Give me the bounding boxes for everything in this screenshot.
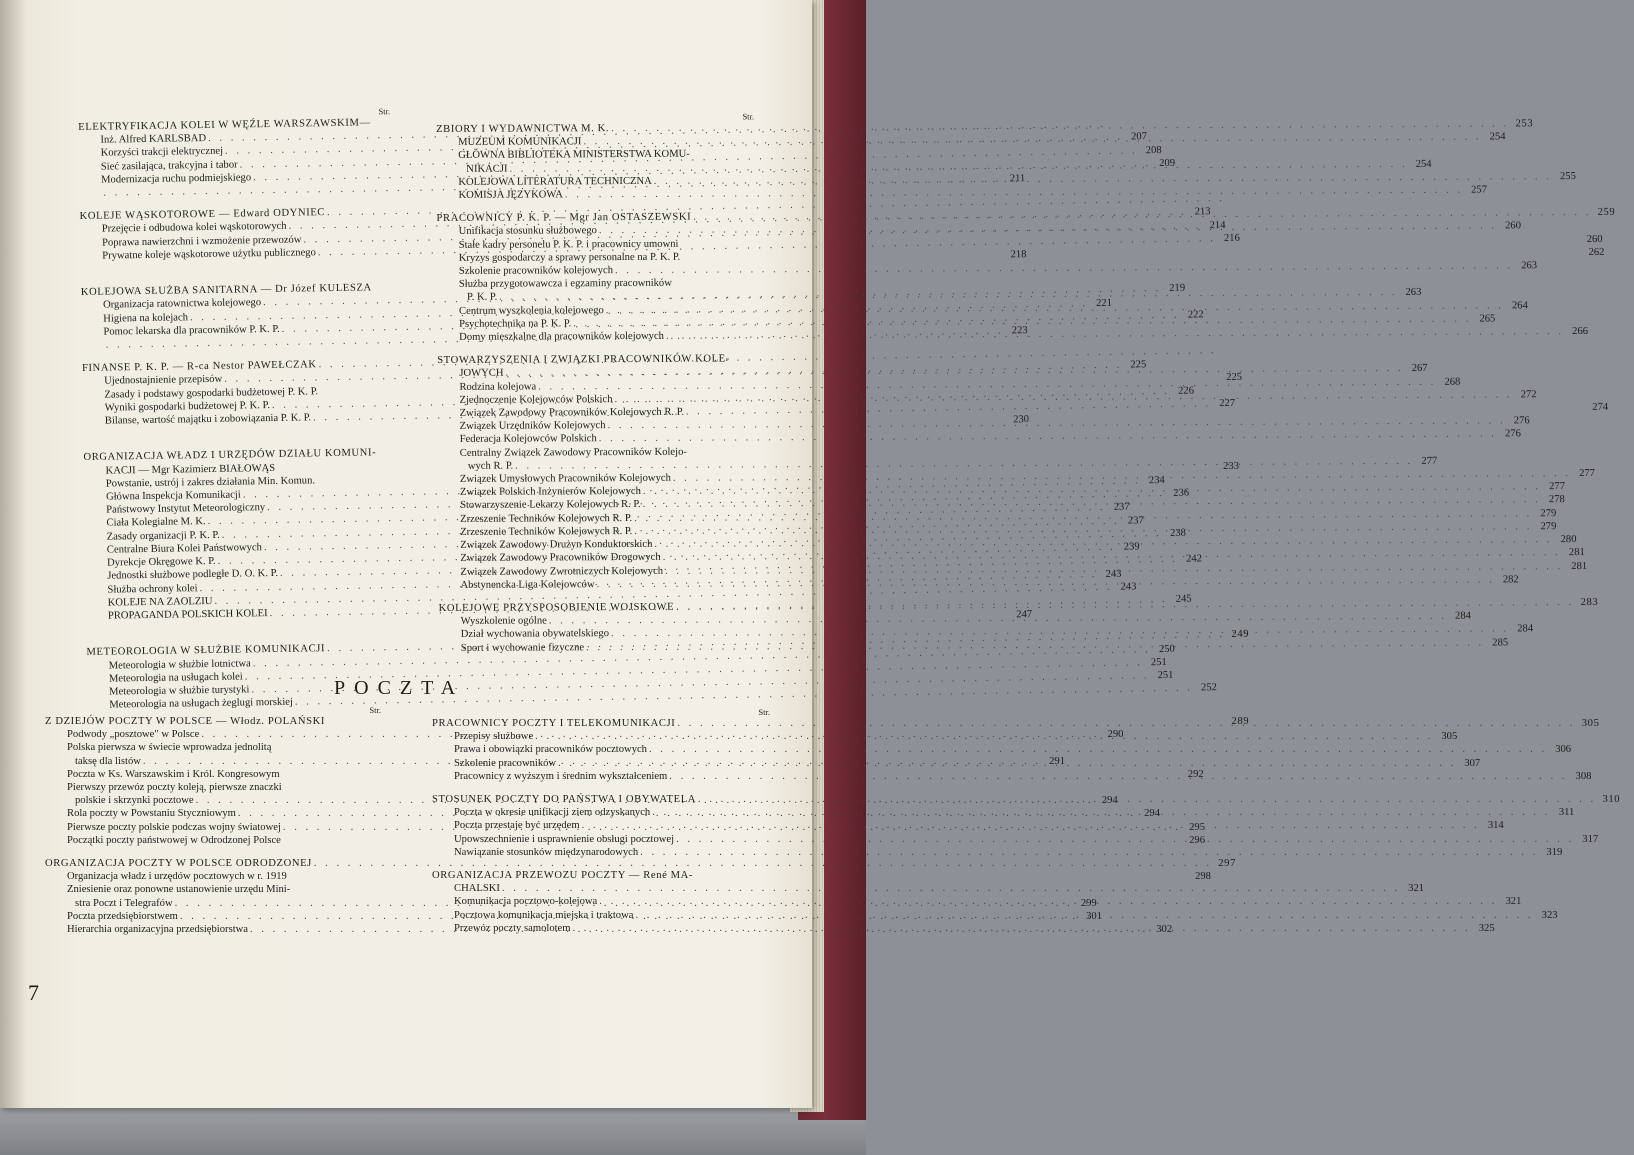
toc-page-number: 302 — [1156, 924, 1173, 936]
toc-page-number: 264 — [1511, 299, 1528, 312]
toc-entry-title: Zniesienie oraz ponowne ustanowienie urzędu Mini- — [67, 884, 291, 896]
toc-entry-title: Poczta w okresie unifikacji ziem odzyskanych — [454, 807, 651, 819]
toc-page-number: 216 — [1223, 232, 1240, 244]
toc-entry-title: ZBIORY I WYDAWNICTWA M. K. — [436, 123, 610, 135]
toc-page-number: 237 — [1113, 502, 1130, 514]
toc-entry-title: PROPAGANDA POLSKICH KOLEI — [107, 607, 268, 622]
toc-entry-title: Centralne Biura Kolei Państwowych — [106, 542, 263, 556]
toc-entry-title: Dyrekcje Okręgowe K. P. — [107, 555, 216, 569]
toc-entry-title: Służba przygotowawcza i egzaminy pracowników — [458, 278, 672, 291]
toc-entry-title: Główna Inspekcja Komunikacji — [105, 489, 241, 503]
toc-page-number: 237 — [1127, 514, 1144, 527]
dot-leader — [597, 895, 1499, 908]
toc-page-number: 234 — [1148, 475, 1165, 487]
toc-entry-title: taksę dla listów — [75, 755, 141, 767]
toc-gap — [45, 847, 381, 857]
toc-page-number: 274 — [1592, 401, 1609, 414]
toc-entry-title: Meteorologia w służbie lotnictwa — [108, 657, 251, 672]
toc-entry-title: Ujednostajnienie przepisów — [104, 374, 223, 388]
toc-page-number: 254 — [1489, 131, 1506, 143]
toc-entry-title: KOLEJE NA ZAOLZIU — [107, 595, 213, 609]
toc-page-number: 308 — [1575, 770, 1592, 782]
toc-page-number: 299 — [1080, 897, 1097, 909]
toc-section-entry — [45, 857, 1236, 870]
toc-entry-title: Szkolenie pracowników — [454, 757, 557, 769]
toc-page-number: 305 — [1581, 718, 1600, 729]
toc-entry-title: JOWYCH — [459, 368, 504, 380]
toc-entry-title: Powstanie, ustrój i zakres działania Min. Komun. — [105, 475, 316, 490]
toc-entry-title: METEOROLOGIA W SŁUŻBIE KOMUNIKACJI — [86, 643, 326, 659]
dot-leader — [638, 846, 1540, 859]
toc-entry-title: P. K. P. — [466, 292, 498, 304]
toc-page-number: 289 — [1231, 716, 1250, 727]
toc-page-number: 238 — [1169, 527, 1187, 539]
toc-entry-title: ORGANIZACJA POCZTY W POLSCE ODRODZONEJ — [45, 858, 312, 870]
toc-entry-title: Sport i wychowanie fizyczne — [460, 641, 585, 654]
toc-entry-title: Związek Zawodowy Pracowników Kolejowych R. P. — [459, 406, 685, 419]
toc-page-number: 236 — [1173, 487, 1190, 500]
toc-entry-title: KOLEJOWA SŁUŻBA SANITARNA — Dr Józef KULESZA — [80, 282, 372, 299]
toc-entry-title: KACJI — Mgr Kazimierz BIAŁOWĄS — [105, 462, 276, 477]
dot-leader — [633, 909, 1535, 922]
toc-page-number: 278 — [1548, 494, 1565, 506]
str-label: Str. — [742, 111, 755, 122]
toc-page-number: 209 — [1159, 157, 1176, 169]
toc-entry-title: Wyszkolenie ogólne — [460, 615, 547, 627]
toc-entry-title: Stowarzyszenie Lekarzy Kolejowych R. P. — [460, 499, 641, 512]
toc-page-number: 218 — [1010, 249, 1027, 261]
toc-entry-title: Pracownicy z wyższym i średnim wykształceniem — [454, 770, 668, 782]
toc-entry-title: Meteorologia w służbie turystyki — [109, 684, 250, 698]
toc-entry-title: Prywatne koleje wąskotorowe użytku publicznego — [102, 247, 316, 262]
toc-entry-title: ORGANIZACJA PRZEWOZU POCZTY — René MA- — [432, 870, 694, 882]
toc-entry-title: KOLEJE WĄSKOTOROWE — Edward ODYNIEC — [79, 207, 326, 223]
toc-entry-title: Inż. Alfred KARLSBAD — [100, 133, 207, 146]
toc-entry-title: Upowszechnienie i usprawnienie obsługi pocztowej — [454, 833, 675, 845]
toc-entry-title: polskie i skrzynki pocztowe — [75, 795, 194, 807]
toc-page-number: 295 — [1189, 821, 1205, 833]
toc-page-number: 242 — [1185, 553, 1203, 565]
toc-page-number: 243 — [1120, 581, 1137, 593]
toc-gap — [432, 859, 770, 869]
toc-page-number: 284 — [1454, 610, 1471, 622]
toc-page-number: 323 — [1541, 909, 1558, 921]
toc-entry-title: Szkolenie pracowników kolejowych — [458, 265, 614, 277]
toc-page-number: 279 — [1540, 521, 1557, 533]
toc-page-number: 227 — [1219, 397, 1236, 410]
toc-entry-title: STOSUNEK POCZTY DO PAŃSTWA I OBYWATELA — [432, 794, 697, 806]
toc-entry-title: NIKACJI — [466, 163, 508, 175]
toc-entry — [438, 428, 1521, 447]
str-label: Str. — [378, 106, 391, 117]
toc-entry — [437, 260, 1538, 278]
toc-entry-title: Korzyści trakcji elektrycznej — [100, 146, 224, 160]
toc-entry-title: Poczta przedsiębiorstwem — [67, 910, 178, 922]
toc-page-number: 262 — [1588, 246, 1605, 258]
toc-entry-title: Polska pierwsza w świecie wprowadza jednolitą — [67, 742, 272, 754]
toc-entry-title: Hierarchia organizacyjna przedsiębiorstwa — [67, 924, 248, 936]
toc-page-number: 277 — [1549, 481, 1566, 493]
toc-page-number: 239 — [1123, 541, 1140, 553]
toc-page-number: 222 — [1187, 309, 1204, 321]
toc-page-number: 301 — [1086, 910, 1103, 922]
toc-page-number: 225 — [1130, 359, 1147, 371]
toc-page-number: 226 — [1177, 385, 1195, 397]
dot-leader — [500, 882, 1402, 895]
toc-entry-title: Nawiązanie stosunków międzynarodowych — [454, 846, 639, 858]
toc-entry-title: Sieć zasilająca, trakcyjna i tabor — [100, 159, 238, 173]
toc-entry-title: stra Poczt i Telegrafów — [75, 897, 173, 909]
dot-leader — [647, 743, 1549, 756]
dot-leader — [556, 757, 1458, 770]
page-number: 7 — [28, 980, 39, 1005]
toc-entry-title: Związek Polskich Inżynierów Kolejowych — [459, 486, 641, 499]
toc-page-number: 243 — [1105, 568, 1122, 580]
toc-page-number: 254 — [1415, 158, 1432, 170]
toc-entry-title: Meteorologia na usługach kolei — [108, 671, 243, 685]
toc-entry-title: GŁÓWNA BIBLIOTEKA MINISTERSTWA KOMU- — [458, 149, 690, 162]
toc-page-number: 208 — [1145, 144, 1162, 156]
toc-page-number: 282 — [1502, 574, 1519, 586]
toc-entry-title: Federacja Kolejowców Polskich — [459, 433, 597, 446]
dot-leader — [675, 717, 1577, 730]
toc-entry-title: Zasady i podstawy gospodarki budżetowej P. K. P. — [104, 385, 319, 401]
toc-page-number: 325 — [1478, 922, 1495, 934]
toc-page-number: 284 — [1517, 623, 1534, 635]
dot-leader — [696, 793, 1598, 806]
toc-entry — [432, 846, 1563, 859]
toc-entry-title: KOMISJA JĘZYKOWA — [458, 189, 563, 201]
toc-page-number: 214 — [1209, 219, 1226, 231]
toc-page-number: 314 — [1487, 820, 1504, 832]
toc-entry-title: FINANSE P. K. P. — R-ca Nestor PAWEŁCZAK — [81, 359, 317, 375]
toc-page-number: 291 — [1049, 755, 1066, 767]
toc-entry-title: Higiena na kolejach — [103, 311, 189, 325]
toc-page-number: 317 — [1582, 833, 1599, 845]
toc-entry-title: ELEKTRYFIKACJA KOLEI W WĘŹLE WARSZAWSKIM— — [78, 117, 371, 133]
toc-entry-title: Meteorologia na usługach żeglugi morskiej — [109, 696, 293, 711]
toc-entry-title: Domy mieszkalne dla pracowników kolejowych — [459, 330, 664, 343]
toc-entry-title: Zrzeszenie Techników Kolejowych R. P. — [460, 512, 633, 525]
toc-entry-title: Rodzina kolejowa — [459, 381, 537, 393]
toc-page-number: 292 — [1187, 768, 1204, 780]
toc-page-number: 255 — [1559, 170, 1576, 182]
toc-page-number: 276 — [1504, 428, 1521, 440]
toc-page-number: 257 — [1471, 184, 1488, 196]
toc-entry-title: Centralny Związek Zawodowy Pracowników Kolejo- — [459, 446, 687, 459]
toc-entry-title: wych R. P. — [467, 460, 514, 472]
toc-page-number: 321 — [1505, 896, 1522, 908]
toc-page-number: 207 — [1131, 131, 1148, 143]
toc-entry-title: ORGANIZACJA WŁADZ I URZĘDÓW DZIAŁU KOMUNI- — [83, 447, 377, 464]
dot-leader — [667, 770, 1569, 783]
toc-entry-title: Związek Urzędników Kolejowych — [459, 420, 606, 433]
toc-page-number: 219 — [1169, 283, 1186, 295]
toc-entry — [432, 743, 1572, 756]
toc-entry — [45, 781, 381, 794]
toc-entry-title: Jednostki służbowe podległe D. O. K. P. — [107, 568, 279, 582]
toc-entry-title: KOLEJOWE PRZYSPOSOBIENIE WOJSKOWE — [438, 601, 675, 614]
toc-entry-title: Bilanse, wartość majątku i zobowiązania P. K. P. — [104, 412, 312, 427]
toc-page-number: 260 — [1586, 233, 1603, 245]
toc-page-number: 265 — [1479, 313, 1496, 325]
toc-page-number: 307 — [1464, 757, 1481, 769]
toc-page-number: 223 — [1011, 325, 1028, 337]
toc-entry-title: Pocztowa komunikacja miejska i traktowa — [454, 909, 634, 921]
toc-entry-title: Poczta przestaje być urzędem — [454, 820, 580, 832]
toc-page-number: 285 — [1492, 636, 1509, 648]
toc-entry-title: Zrzeszenie Techników Kolejowych R. P. — [460, 525, 633, 538]
toc-entry-title: Związek Zawodowy Pracowników Drogowych — [460, 552, 661, 565]
toc-entry-title: Zjednoczenie Kolejowców Polskich — [459, 393, 613, 406]
section-title: POCZTA — [334, 677, 465, 699]
toc-page-number: 263 — [1405, 287, 1422, 299]
toc-entry-title: Dział wychowania obywatelskiego — [460, 628, 610, 641]
toc-entry-title: PRACOWNICY P. K. P. — Mgr Jan OSTASZEWSKI — [436, 211, 692, 225]
toc-page-number: 267 — [1411, 363, 1428, 375]
toc-entry-title: Przewóz poczty samolotem — [454, 922, 571, 934]
toc-entry-title: Przejęcie i odbudowa kolei wąskotorowych — [101, 221, 287, 236]
toc-page-number: 249 — [1231, 628, 1250, 641]
toc-entry-title: Pierwsze poczty polskie podczas wojny światowej — [67, 821, 281, 833]
toc-entry — [45, 883, 381, 896]
toc-entry-title: Państwowy Instytut Meteorologiczny — [106, 502, 266, 516]
dot-leader — [533, 730, 1435, 743]
toc-page-number: 225 — [1226, 371, 1243, 383]
toc-entry-title: Przepisy służbowe — [454, 731, 534, 743]
toc-entry-title: Pierwszy przewóz poczty koleją, pierwsze znaczki — [67, 782, 282, 794]
toc-entry-title: Zasady organizacji P. K. P. — [106, 529, 220, 543]
toc-entry-title: Prawa i obowiązki pracowników pocztowych — [454, 744, 647, 756]
toc-page-number: 290 — [1107, 729, 1124, 741]
toc-page-number: 253 — [1515, 118, 1534, 130]
toc-page-number: 252 — [1200, 682, 1217, 694]
toc-section-entry — [432, 869, 770, 882]
toc-page-number: 305 — [1441, 731, 1458, 743]
dot-leader — [571, 922, 1473, 935]
toc-gap — [432, 783, 770, 793]
toc-page-number: 230 — [1013, 414, 1030, 426]
toc-page-number: 311 — [1558, 807, 1575, 819]
toc-entry-title: Kryzys gospodarczy a sprawy personalne na P. K. P. — [458, 251, 681, 264]
toc-entry-title: PRACOWNICY POCZTY I TELEKOMUNIKACJI — [432, 718, 676, 729]
toc-page-number: 306 — [1555, 744, 1572, 756]
dot-leader — [650, 806, 1552, 819]
toc-page-number: 298 — [1195, 871, 1211, 883]
toc-entry-title: Ciała Kolegialne M. K. — [106, 516, 206, 530]
toc-page-number: 277 — [1421, 455, 1438, 467]
toc-entry-title: Rola poczty w Powstaniu Styczniowym — [67, 808, 236, 820]
toc-entry-title: Abstynencka Liga Kolejowców — [460, 578, 595, 591]
toc-entry-title: Wyniki gospodarki budżetowej P. K. P. — [104, 399, 271, 414]
toc-entry-title: Związek Zawodowy Zwrotniczych Kolejowych — [460, 565, 664, 578]
toc-page-number: 276 — [1513, 415, 1530, 427]
dot-leader — [580, 819, 1482, 832]
toc-entry-title: Podwody „posztowe" w Polsce — [67, 729, 200, 741]
toc-entry-title: Psychotechnika na P. K. P. — [459, 318, 572, 330]
toc-entry-title: Organizacja władz i urzędów pocztowych w r. 1919 — [67, 871, 287, 883]
toc-page-number: 281 — [1568, 547, 1585, 559]
toc-entry-title: STOWARZYSZENIA I ZWIĄZKI PRACOWNIKÓW KOLE- — [437, 353, 730, 367]
str-label: Str. — [758, 707, 770, 717]
toc-entry-title: Organizacja ratownictwa kolejowego — [102, 297, 262, 312]
toc-entry-title: Służba ochrony kolei — [107, 582, 198, 596]
toc-page-number: 247 — [1016, 609, 1033, 621]
toc-entry-title: MUZEUM KOMUNIKACJI — [458, 136, 582, 149]
gutter-shadow — [0, 0, 28, 1108]
toc-entry-title: Poprawa nawierzchni i wzmożenie przewozów — [101, 234, 302, 249]
dot-leader — [674, 833, 1576, 846]
toc-page-number: 245 — [1175, 593, 1192, 605]
toc-entry-title: Modernizacja ruchu podmiejskiego — [100, 172, 252, 186]
toc-page-number: 283 — [1580, 596, 1599, 608]
toc-entry-title: Związek Umysłowych Pracowników Kolejowych — [459, 472, 671, 485]
toc-entry-title: CHALSKI — [454, 883, 500, 895]
toc-page-number: 211 — [1009, 173, 1026, 185]
toc-page-number: 297 — [1218, 858, 1236, 870]
toc-page-number: 294 — [1101, 795, 1118, 807]
toc-page-number: 268 — [1444, 376, 1461, 388]
toc-page-number: 233 — [1223, 460, 1240, 472]
toc-page-number: 250 — [1158, 643, 1175, 655]
toc-entry-title: Z DZIEJÓW POCZTY W POLSCE — Włodz. POLAŃSKI — [45, 716, 326, 727]
toc-page-number: 263 — [1521, 260, 1538, 272]
toc-page-number: 251 — [1157, 669, 1174, 682]
toc-page-number: 260 — [1505, 220, 1522, 232]
toc-page-number: 277 — [1579, 468, 1595, 480]
toc-page-number: 294 — [1144, 808, 1161, 820]
toc-entry-title: Komunikacja pocztowo-kolejowa — [454, 896, 598, 908]
toc-page-number: 319 — [1546, 846, 1563, 858]
toc-entry — [432, 882, 1425, 895]
toc-page-number: 280 — [1560, 534, 1577, 546]
toc-entry-title: KOLEJOWA LITERATURA TECHNICZNA — [458, 175, 652, 188]
toc-entry-title: Pomoc lekarska dla pracowników P. K. P. — [103, 323, 280, 338]
toc-page-number: 310 — [1602, 794, 1621, 806]
toc-page-number: 266 — [1572, 326, 1589, 338]
toc-entry — [436, 184, 1488, 202]
toc-entry-title: Poczta w Ks. Warszawskim i Król. Kongresowym — [67, 768, 280, 780]
toc-page-number: 281 — [1571, 560, 1588, 572]
toc-page-number: 221 — [1095, 297, 1113, 309]
toc-entry-title: Centrum wyszkolenia kolejowego — [459, 304, 604, 317]
toc-page-number: 272 — [1520, 389, 1537, 401]
toc-page-number: 296 — [1189, 834, 1205, 846]
toc-page-number: 213 — [1194, 206, 1211, 218]
toc-entry-title: Związek Zawodowy Drużyn Konduktorskich — [460, 538, 653, 551]
toc-page-number: 259 — [1597, 207, 1616, 219]
toc-page-number: 251 — [1150, 656, 1167, 668]
toc-entry — [45, 741, 381, 754]
toc-page-number: 321 — [1408, 883, 1425, 895]
toc-page-number: 279 — [1540, 507, 1557, 519]
toc-entry-title: Początki poczty państwowej w Odrodzonej Polsce — [67, 834, 281, 846]
str-label: Str. — [369, 705, 381, 715]
toc-entry-title: Stałe kadry personelu P. K. P. i pracownicy umowni — [458, 238, 679, 251]
toc-entry-title: Unifikacja stosunku służbowego — [458, 225, 597, 238]
